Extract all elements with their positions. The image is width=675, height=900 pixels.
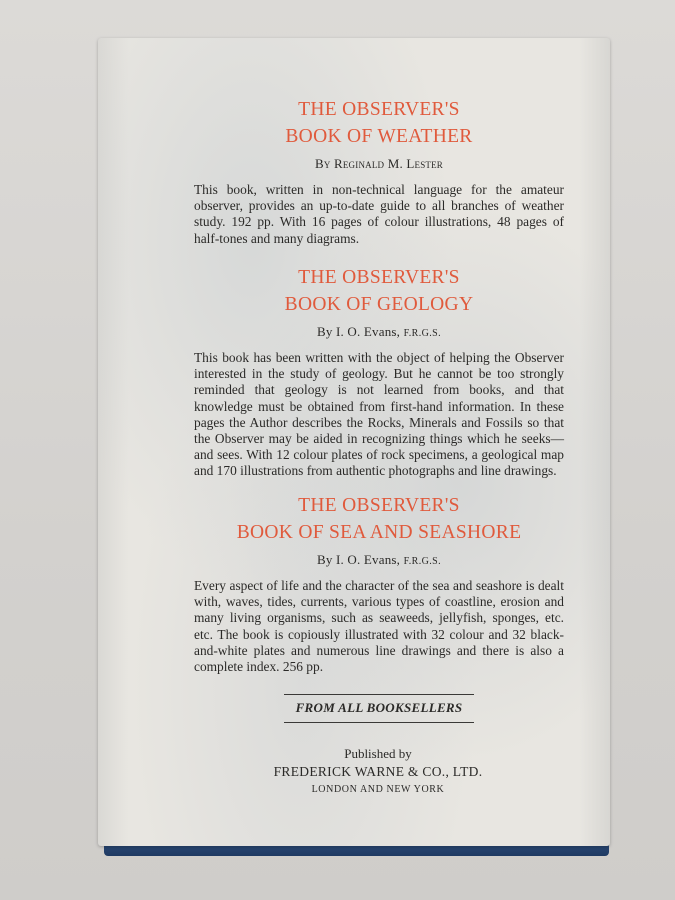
geology-credentials: F.R.G.S. [403,328,442,339]
seashore-credentials: F.R.G.S. [403,556,442,567]
weather-description: This book, written in non-technical language for the amateur observer, provides an up-to-date guide to all branches of weather study. 192 pp. With 16 pages of colour illustrations, 48 pages of half-tones and many diagrams. [194,182,564,246]
weather-byline: By Reginald M. Lester [314,156,444,171]
seashore-author: By I. O. Evans, [316,552,401,567]
bottom-divider [284,722,474,723]
top-divider [284,694,474,695]
weather-book-title [194,96,564,150]
geology-byline [194,324,564,340]
publisher-name: FREDERICK WARNE & CO., LTD. [273,764,483,779]
seashore-byline [194,552,564,568]
geology-title-line2: BOOK OF GEOLOGY [284,294,474,315]
geology-book-section [194,264,564,480]
seashore-title-line1: THE OBSERVER'S [298,495,460,516]
seashore-description: Every aspect of life and the character of the sea and seashore is dealt with, waves, tides, currents, various types of coastline, erosion and many living organisms, such as seaweeds, jellyfish, sponges, etc. etc. The book is copiously illustrated with 32 colour and 32 black-and-white plates and numerous line drawings and there is also a complete index. 256 pp. [194,578,564,675]
weather-book-section [194,96,564,247]
geology-description: This book has been written with the object of helping the Observer interested in the study of geology. But he cannot be too strongly reminded that geology is not learned from books, and that knowledge must be obtained from first-hand information. In these pages the Author describes the Rocks, Minerals and Fossils so that the Observer may be aided in recognizing things which he seeks—and sees. With 12 colour plates of rock specimens, a geological map and 170 illustrations from authentic photographs and line drawings. [194,350,564,479]
seashore-book-title [194,492,564,546]
geology-title-line1: THE OBSERVER'S [298,267,460,288]
weather-title-line2: BOOK OF WEATHER [285,126,473,147]
availability-notice: FROM ALL BOOKSELLERS [295,700,463,715]
geology-book-title [194,264,564,318]
book-back-cover [98,38,610,846]
weather-title-line1: THE OBSERVER'S [298,99,460,120]
publisher-locations: LONDON AND NEW YORK [311,784,445,795]
published-by-label: Published by [344,746,412,761]
seashore-book-section [194,492,564,675]
seashore-title-line2: BOOK OF SEA AND SEASHORE [236,522,522,543]
geology-author: By I. O. Evans, [316,324,401,339]
